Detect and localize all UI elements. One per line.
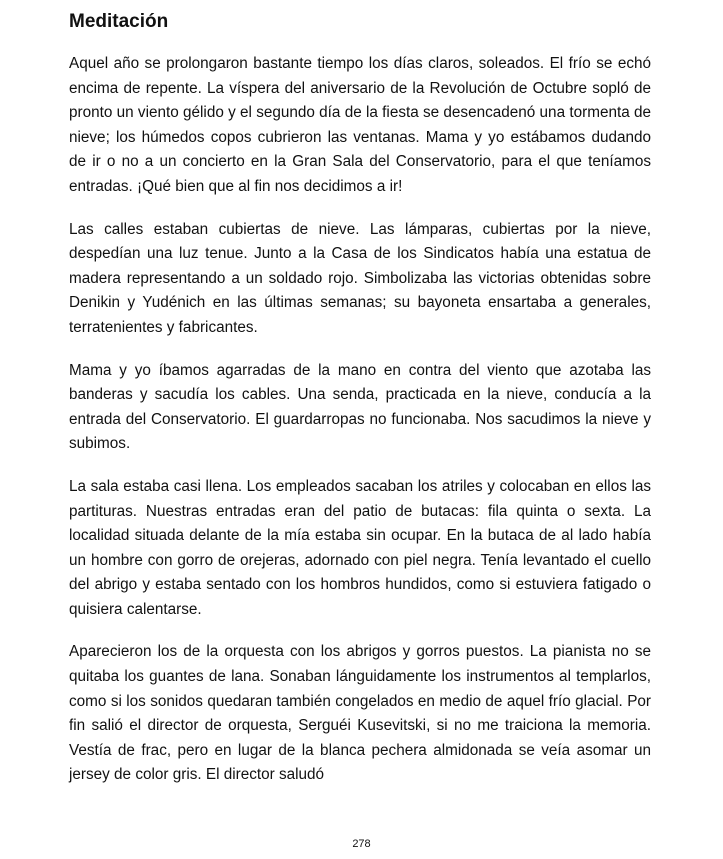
chapter-title: Meditación [69,11,169,32]
paragraph: La sala estaba casi llena. Los empleados sacaban los atriles y colocaban en ellos las partituras. Nuestras entradas eran del patio de butacas: fila quinta o sexta. La localidad situada delante de la mía estaba sin ocupar. En la butaca de al lado había un hombre con gorro de orejeras, adornado con piel negra. Tenía levantado el cuello del abrigo y estaba sentado con los hombros hundidos, como si estuviera fatigado o quisiera calentarse. [69,477,651,618]
paragraph: Las calles estaban cubiertas de nieve. Las lámparas, cubiertas por la nieve, despedían una luz tenue. Junto a la Casa de los Sindicatos había una estatua de madera representando a un soldado rojo. Simbolizaba las victorias obtenidas sobre Denikin y Yudénich en las últimas semanas; su bayoneta ensartaba a generales, terratenientes y fabricantes. [69,220,651,336]
page-body [69,8,651,806]
paragraph: Aquel año se prolongaron bastante tiempo los días claros, soleados. El frío se echó encima de repente. La víspera del aniversario de la Revolución de Octubre sopló de pronto un viento gélido y el segundo día de la fiesta se desencadenó una tormenta de nieve; los húmedos copos cubrieron las ventanas. Mama y yo estábamos dudando de ir o no a un concierto en la Gran Sala del Conservatorio, para el que teníamos entradas. ¡Qué bien que al fin nos decidimos a ir! [69,55,651,195]
paragraph: Mama y yo íbamos agarradas de la mano en contra del viento que azotaba las banderas y sacudía los cables. Una senda, practicada en la nieve, conducía a la entrada del Conservatorio. El guardarropas no funcionaba. Nos sacudimos la nieve y subimos. [69,361,651,453]
paragraph: Aparecieron los de la orquesta con los abrigos y gorros puestos. La pianista no se quitaba los guantes de lana. Sonaban lánguidamente los instrumentos al templarlos, como si los sonidos quedaran también congelados en medio de aquel frío glacial. Por fin salió el director de orquesta, Serguéi Kusevitski, si no me traiciona la memoria. Vestía de frac, pero en lugar de la blanca pechera almidonada se veía asomar un jersey de color gris. El director saludó [69,643,651,784]
page-number: 278 [352,838,371,850]
